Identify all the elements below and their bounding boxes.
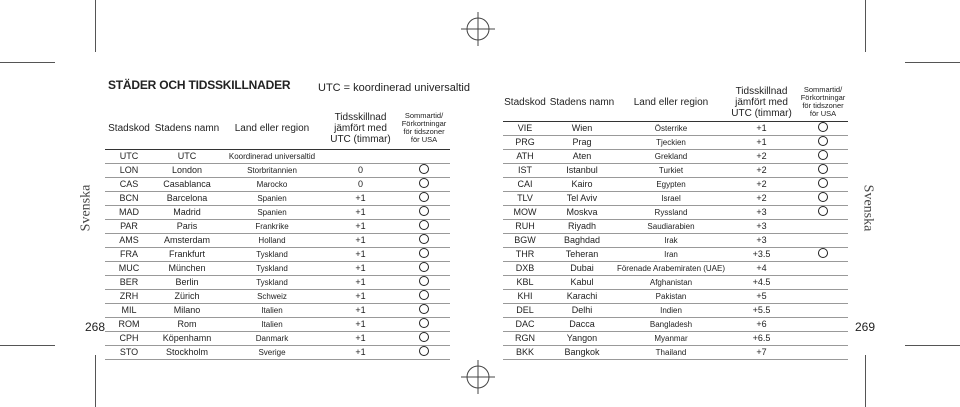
header-region: Land eller region (617, 84, 725, 121)
cell-diff: +4.5 (725, 275, 798, 289)
cell-dst (398, 205, 450, 219)
cell-city: Delhi (547, 303, 617, 317)
cell-city: Paris (153, 219, 221, 233)
cell-dst (798, 177, 848, 191)
cell-region: Tyskland (221, 247, 323, 261)
cell-region: Turkiet (617, 163, 725, 177)
cell-city: Casablanca (153, 177, 221, 191)
cell-city: Kairo (547, 177, 617, 191)
cell-dst (798, 275, 848, 289)
cell-code: BCN (105, 191, 153, 205)
cell-city: Aten (547, 149, 617, 163)
cell-city: Köpenhamn (153, 331, 221, 345)
cell-city: Dacca (547, 317, 617, 331)
header-dst: Sommartid/ Förkortningar för tidszoner för USA (398, 108, 450, 149)
cell-diff: +1 (323, 219, 398, 233)
table-row (503, 233, 848, 247)
cell-diff: +2 (725, 191, 798, 205)
cell-dst (798, 149, 848, 163)
cell-city: Wien (547, 121, 617, 135)
cell-dst (798, 233, 848, 247)
cell-code: VIE (503, 121, 547, 135)
cell-code: BER (105, 275, 153, 289)
table-row (503, 177, 848, 191)
dst-circle-icon (419, 248, 429, 258)
table-row (503, 331, 848, 345)
table-row (503, 135, 848, 149)
cell-dst (398, 219, 450, 233)
dst-circle-icon (419, 164, 429, 174)
cell-region: Sverige (221, 345, 323, 359)
cell-code: FRA (105, 247, 153, 261)
header-city: Stadens namn (153, 108, 221, 149)
cell-dst (798, 345, 848, 359)
cell-region: Tyskland (221, 261, 323, 275)
cell-dst (798, 163, 848, 177)
header-code: Stadskod (503, 84, 547, 121)
side-label-left: Svenska (78, 184, 94, 232)
cell-diff: +3 (725, 219, 798, 233)
cell-dst (798, 247, 848, 261)
cell-code: MIL (105, 303, 153, 317)
cell-region: Ryssland (617, 205, 725, 219)
cell-city: Dubai (547, 261, 617, 275)
dst-circle-icon (818, 192, 828, 202)
table-row (105, 345, 450, 359)
cell-region: Tyskland (221, 275, 323, 289)
cell-region: Spanien (221, 191, 323, 205)
cell-code: PAR (105, 219, 153, 233)
page-number-right: 269 (855, 320, 876, 334)
cell-city: Bangkok (547, 345, 617, 359)
table-row (105, 303, 450, 317)
header-diff: Tidsskillnad jämfört med UTC (timmar) (725, 84, 798, 121)
cell-city: Prag (547, 135, 617, 149)
table-row (503, 163, 848, 177)
cell-region: Spanien (221, 205, 323, 219)
cell-diff: +1 (323, 345, 398, 359)
dst-circle-icon (818, 178, 828, 188)
table-row (105, 149, 450, 163)
dst-circle-icon (818, 164, 828, 174)
cell-code: KHI (503, 289, 547, 303)
dst-circle-icon (818, 206, 828, 216)
cell-code: DXB (503, 261, 547, 275)
cell-dst (398, 247, 450, 261)
cell-city: Riyadh (547, 219, 617, 233)
cell-diff: +1 (323, 317, 398, 331)
cell-city: Tel Aviv (547, 191, 617, 205)
cell-diff: +2 (725, 163, 798, 177)
cell-dst (398, 163, 450, 177)
table-row (503, 345, 848, 359)
table-row (105, 289, 450, 303)
cell-region: Iran (617, 247, 725, 261)
cell-dst (398, 149, 450, 163)
cell-dst (798, 191, 848, 205)
cell-diff: +3.5 (725, 247, 798, 261)
cell-city: Yangon (547, 331, 617, 345)
cell-code: BGW (503, 233, 547, 247)
cell-region: Thailand (617, 345, 725, 359)
table-row (105, 261, 450, 275)
cell-city: Rom (153, 317, 221, 331)
cell-city: Baghdad (547, 233, 617, 247)
dst-circle-icon (419, 220, 429, 230)
cell-code: ROM (105, 317, 153, 331)
crop-mark (865, 0, 866, 52)
dst-circle-icon (419, 318, 429, 328)
cell-city: Amsterdam (153, 233, 221, 247)
crop-mark (0, 62, 55, 63)
cell-code: MAD (105, 205, 153, 219)
cell-diff: +1 (323, 205, 398, 219)
cell-city: Teheran (547, 247, 617, 261)
cell-dst (798, 317, 848, 331)
dst-circle-icon (419, 262, 429, 272)
dst-circle-icon (419, 346, 429, 356)
cell-diff: +1 (323, 191, 398, 205)
cell-diff: +5.5 (725, 303, 798, 317)
table-row (503, 219, 848, 233)
cell-diff: +6 (725, 317, 798, 331)
cell-dst (398, 345, 450, 359)
cell-region: Italien (221, 303, 323, 317)
utc-note: UTC = koordinerad universaltid (318, 82, 470, 94)
dst-circle-icon (419, 178, 429, 188)
table-row (105, 317, 450, 331)
cell-dst (398, 289, 450, 303)
cell-dst (398, 191, 450, 205)
table-row (503, 275, 848, 289)
cell-region: Myanmar (617, 331, 725, 345)
cell-code: RGN (503, 331, 547, 345)
cell-dst (798, 205, 848, 219)
header-region: Land eller region (221, 108, 323, 149)
cell-city: Kabul (547, 275, 617, 289)
cell-city: Milano (153, 303, 221, 317)
cell-dst (798, 303, 848, 317)
cell-code: IST (503, 163, 547, 177)
cell-code: DEL (503, 303, 547, 317)
cell-diff: +1 (323, 233, 398, 247)
table-row (503, 121, 848, 135)
cell-city: UTC (153, 149, 221, 163)
cell-code: RUH (503, 219, 547, 233)
cell-diff: +5 (725, 289, 798, 303)
cell-diff: +2 (725, 177, 798, 191)
cell-diff: +2 (725, 149, 798, 163)
cell-region: Indien (617, 303, 725, 317)
cell-region: Israel (617, 191, 725, 205)
cell-region: Pakistan (617, 289, 725, 303)
cell-city: Karachi (547, 289, 617, 303)
dst-circle-icon (419, 290, 429, 300)
dst-circle-icon (818, 248, 828, 258)
cell-dst (398, 317, 450, 331)
city-table-left (105, 108, 450, 360)
table-row (503, 191, 848, 205)
cell-diff: 0 (323, 163, 398, 177)
cell-city: Berlin (153, 275, 221, 289)
cell-region: Egypten (617, 177, 725, 191)
cell-diff: +1 (323, 331, 398, 345)
cell-region: Frankrike (221, 219, 323, 233)
cell-code: MUC (105, 261, 153, 275)
cell-dst (398, 303, 450, 317)
city-table-right (503, 84, 848, 360)
crop-mark (905, 62, 960, 63)
table-row (503, 247, 848, 261)
cell-diff: +6.5 (725, 331, 798, 345)
cell-region: Bangladesh (617, 317, 725, 331)
cell-region: Storbritannien (221, 163, 323, 177)
cell-code: MOW (503, 205, 547, 219)
registration-mark-icon (461, 360, 495, 394)
cell-diff: +1 (323, 261, 398, 275)
cell-dst (798, 331, 848, 345)
cell-code: BKK (503, 345, 547, 359)
table-row (105, 191, 450, 205)
cell-diff: +1 (725, 135, 798, 149)
dst-circle-icon (419, 192, 429, 202)
table-row (105, 247, 450, 261)
cell-code: TLV (503, 191, 547, 205)
cell-diff (323, 149, 398, 163)
cell-dst (398, 261, 450, 275)
cell-region: Irak (617, 233, 725, 247)
cell-city: Madrid (153, 205, 221, 219)
cell-region: Afghanistan (617, 275, 725, 289)
cell-code: CPH (105, 331, 153, 345)
cell-city: Barcelona (153, 191, 221, 205)
cell-code: AMS (105, 233, 153, 247)
cell-city: Istanbul (547, 163, 617, 177)
cell-dst (798, 261, 848, 275)
cell-region: Förenade Arabemiraten (UAE) (617, 261, 725, 275)
dst-circle-icon (419, 304, 429, 314)
header-city: Stadens namn (547, 84, 617, 121)
cell-diff: +1 (323, 247, 398, 261)
cell-diff: +3 (725, 205, 798, 219)
page-title: STÄDER OCH TIDSSKILLNADER (108, 78, 291, 92)
dst-circle-icon (419, 234, 429, 244)
table-row (105, 177, 450, 191)
cell-code: DAC (503, 317, 547, 331)
cell-code: THR (503, 247, 547, 261)
dst-circle-icon (419, 206, 429, 216)
cell-dst (398, 331, 450, 345)
cell-code: LON (105, 163, 153, 177)
cell-region: Schweiz (221, 289, 323, 303)
cell-dst (398, 233, 450, 247)
cell-diff: +7 (725, 345, 798, 359)
cell-diff: +1 (323, 289, 398, 303)
cell-diff: 0 (323, 177, 398, 191)
cell-region: Tjeckien (617, 135, 725, 149)
header-code: Stadskod (105, 108, 153, 149)
side-label-right: Svenska (860, 184, 876, 232)
table-row (503, 303, 848, 317)
header-diff: Tidsskillnad jämfört med UTC (timmar) (323, 108, 398, 149)
cell-city: München (153, 261, 221, 275)
page-number-left: 268 (85, 320, 106, 334)
cell-region: Koordinerad universaltid (221, 149, 323, 163)
cell-diff: +1 (323, 303, 398, 317)
cell-diff: +1 (725, 121, 798, 135)
table-row (503, 149, 848, 163)
table-row (105, 219, 450, 233)
cell-region: Grekland (617, 149, 725, 163)
cell-city: London (153, 163, 221, 177)
cell-city: Frankfurt (153, 247, 221, 261)
cell-dst (398, 177, 450, 191)
cell-diff: +3 (725, 233, 798, 247)
table-row (503, 261, 848, 275)
cell-diff: +1 (323, 275, 398, 289)
header-dst: Sommartid/ Förkortningar för tidszoner för USA (798, 84, 848, 121)
cell-code: UTC (105, 149, 153, 163)
crop-mark (0, 345, 55, 346)
cell-dst (798, 289, 848, 303)
cell-code: ATH (503, 149, 547, 163)
cell-region: Italien (221, 317, 323, 331)
cell-code: PRG (503, 135, 547, 149)
cell-dst (798, 219, 848, 233)
table-row (105, 163, 450, 177)
table-row (105, 275, 450, 289)
dst-circle-icon (419, 276, 429, 286)
table-row (503, 289, 848, 303)
cell-region: Danmark (221, 331, 323, 345)
cell-region: Holland (221, 233, 323, 247)
dst-circle-icon (419, 332, 429, 342)
cell-code: CAI (503, 177, 547, 191)
cell-diff: +4 (725, 261, 798, 275)
table-row (503, 205, 848, 219)
cell-code: KBL (503, 275, 547, 289)
crop-mark (905, 345, 960, 346)
cell-dst (798, 121, 848, 135)
crop-mark (95, 0, 96, 52)
cell-region: Marocko (221, 177, 323, 191)
cell-city: Stockholm (153, 345, 221, 359)
table-row (105, 233, 450, 247)
cell-city: Zürich (153, 289, 221, 303)
registration-mark-icon (461, 12, 495, 46)
cell-city: Moskva (547, 205, 617, 219)
dst-circle-icon (818, 122, 828, 132)
cell-code: STO (105, 345, 153, 359)
cell-dst (798, 135, 848, 149)
cell-code: ZRH (105, 289, 153, 303)
crop-mark (95, 355, 96, 407)
cell-dst (398, 275, 450, 289)
dst-circle-icon (818, 150, 828, 160)
cell-region: Saudiarabien (617, 219, 725, 233)
table-row (503, 317, 848, 331)
crop-mark (865, 355, 866, 407)
table-row (105, 205, 450, 219)
cell-region: Österrike (617, 121, 725, 135)
dst-circle-icon (818, 136, 828, 146)
cell-code: CAS (105, 177, 153, 191)
table-row (105, 331, 450, 345)
